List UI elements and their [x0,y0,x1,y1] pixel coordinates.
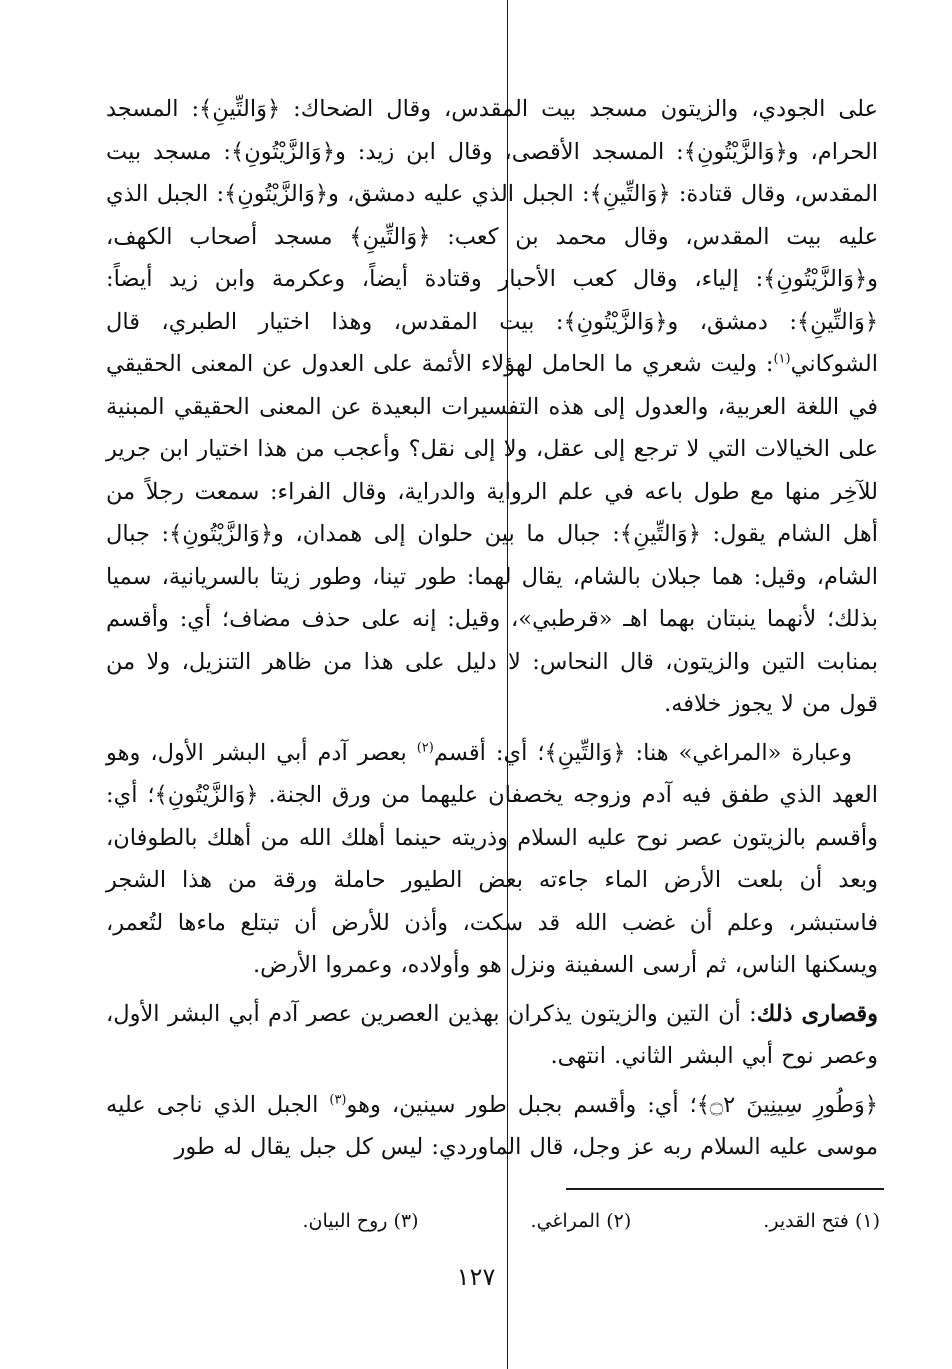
footnote-2 [531,1206,632,1236]
quran-quote: ﴿وَالتِّينِ﴾ [589,181,671,207]
footnote-text: فتح القدير. [763,1210,849,1232]
text-run: : المسجد الأقصى، وقال ابن زيد: و [334,138,684,165]
footnote-text: المراغي. [530,1210,601,1232]
text-run: على الجودي، والزيتون مسجد بيت المقدس، وقال الضحاك: [280,96,878,122]
quran-quote: ﴿وَالزَّيْتُونِ﴾ [763,266,868,292]
text-run: : جبال الشام، وقيل: هما جبلان بالشام، يقال لهما: طور تينا، وطور زيتا بالسريانية، سميا بذلك؛ لأنهما ينبتان بهما اهـ «قرطبي»، وقيل: إنه على حذف مضاف؛ أي: وأقسم بمنابت التين والزيتون، قال النحاس: لا دليل على هذا من ظاهر التنزيل، ولا من قول من لا يجوز خلافه. [106,521,878,717]
text-run: : إلياء، وقال كعب الأحبار وقتادة أيضاً، وعكرمة وابن زيد أيضاً: [106,266,764,292]
footnote-3 [302,1206,418,1236]
paragraph [106,993,878,1078]
footnote-number: (٣) [393,1210,419,1232]
text-run: : مسجد بيت المقدس، وقال قتادة: [106,138,879,207]
text-run: : وليت شعري ما الحامل لهؤلاء الأئمة على العدول عن المعنى الحقيقي في اللغة العربية، والعدول إلى هذه التفسيرات البعيدة عن المعنى الحقيقي المبنية على الخيالات التي لا ترجع إلى عقل، ولا إلى نقل؟ وأعجب من هذا اختيار ابن جرير للآخِر منها مع طول باعه في علم الرواية والدراية، وقال الفراء: سمعت رجلاً من أهل الشام يقول: [106,351,879,547]
quran-quote: ﴿وَالزَّيْتُونِ﴾ [224,181,329,207]
quran-quote: ﴿وَالتِّينِ﴾ [796,308,878,335]
quran-quote: ﴿وَالتِّينِ﴾ [619,521,701,547]
text-run: ؛ أي: أقسم [433,739,545,766]
bold-lead: وقصارى ذلك [756,1000,879,1027]
footnotes [120,1206,880,1236]
quran-quote: ﴿وَالزَّيْتُونِ﴾ [231,138,335,165]
footnote-reference: (٣) [329,1092,347,1107]
text-run: مسجد أصحاب الكهف، و [106,223,878,292]
quran-quote: ﴿وَالزَّيْتُونِ﴾ [683,138,788,165]
text-run: : بيت المقدس، وهذا اختيار الطبري، قال الشوكاني [106,308,878,377]
paragraph [106,732,878,987]
text-run: الجبل الذي ناجى عليه موسى عليه السلام ربه عز وجل، قال الماوردي: ليس كل جبل يقال له طور [106,1091,878,1160]
paragraph [106,88,878,726]
page-number: ١٢٧ [456,1263,496,1291]
text-run: وعبارة «المراغي» هنا: [625,739,852,766]
quran-quote: ﴿وَالتِّينِ﴾ [349,223,431,250]
quran-quote: ﴿وَالزَّيْتُونِ﴾ [154,782,259,808]
text-run: ؛ أي: وأقسم بالزيتون عصر نوح عليه السلام وذريته حينما أهلك الله من أهلك بالطوفان، وبعد أن بلعت الأرض الماء جاءته بعض الطيور حاملة ورقة من هذا الشجر فاستبشر، وعلم أن غضب الله قد سكت، وأذن للأرض أن تبتلع ماءها لتُعمر، ويسكنها الناس، ثم أرسى السفينة ونزل هو وأولاده، وعمروا الأرض. [106,782,878,978]
footnote-1 [763,1206,880,1236]
text-run: : جبال ما بين حلوان إلى همدان، و [273,521,620,547]
footnote-reference: (١) [773,351,791,367]
footnote-number: (١) [854,1210,880,1232]
quran-quote: ﴿وَطُورِ سِينِينَ ۝٢﴾ [696,1091,878,1118]
text-run: : دمشق، و [667,308,797,335]
quran-quote: ﴿وَالزَّيْتُونِ﴾ [169,521,274,547]
text-run: : الجبل الذي عليه بيت المقدس، وقال محمد بن كعب: [106,181,878,250]
text-run: : أن التين والزيتون يذكران بهذين العصرين عصر آدم أبي البشر الأول، وعصر نوح أبي البشر الثاني. انتهى. [106,1000,878,1069]
footnote-reference: (٢) [416,740,434,755]
footnote-text: روح البيان. [302,1210,388,1232]
paragraph [106,1084,878,1169]
text-run: بعصر آدم أبي البشر الأول، وهو العهد الذي طفق فيه آدم وزوجه يخصفان عليهما من ورق الجنة. [106,739,878,808]
text-run: : الجبل الذي عليه دمشق، و [328,181,590,207]
quran-quote: ﴿وَالتِّينِ﴾ [544,739,626,766]
quran-quote: ﴿وَالتِّينِ﴾ [199,96,281,122]
quran-quote: ﴿وَالزَّيْتُونِ﴾ [563,308,668,335]
footnote-separator [566,1188,884,1190]
main-text-body [106,88,878,1169]
text-run: : المسجد الحرام، و [106,96,878,165]
footnote-number: (٢) [606,1210,632,1232]
text-run: ؛ أي: وأقسم بجبل طور سينين، وهو [346,1091,697,1118]
